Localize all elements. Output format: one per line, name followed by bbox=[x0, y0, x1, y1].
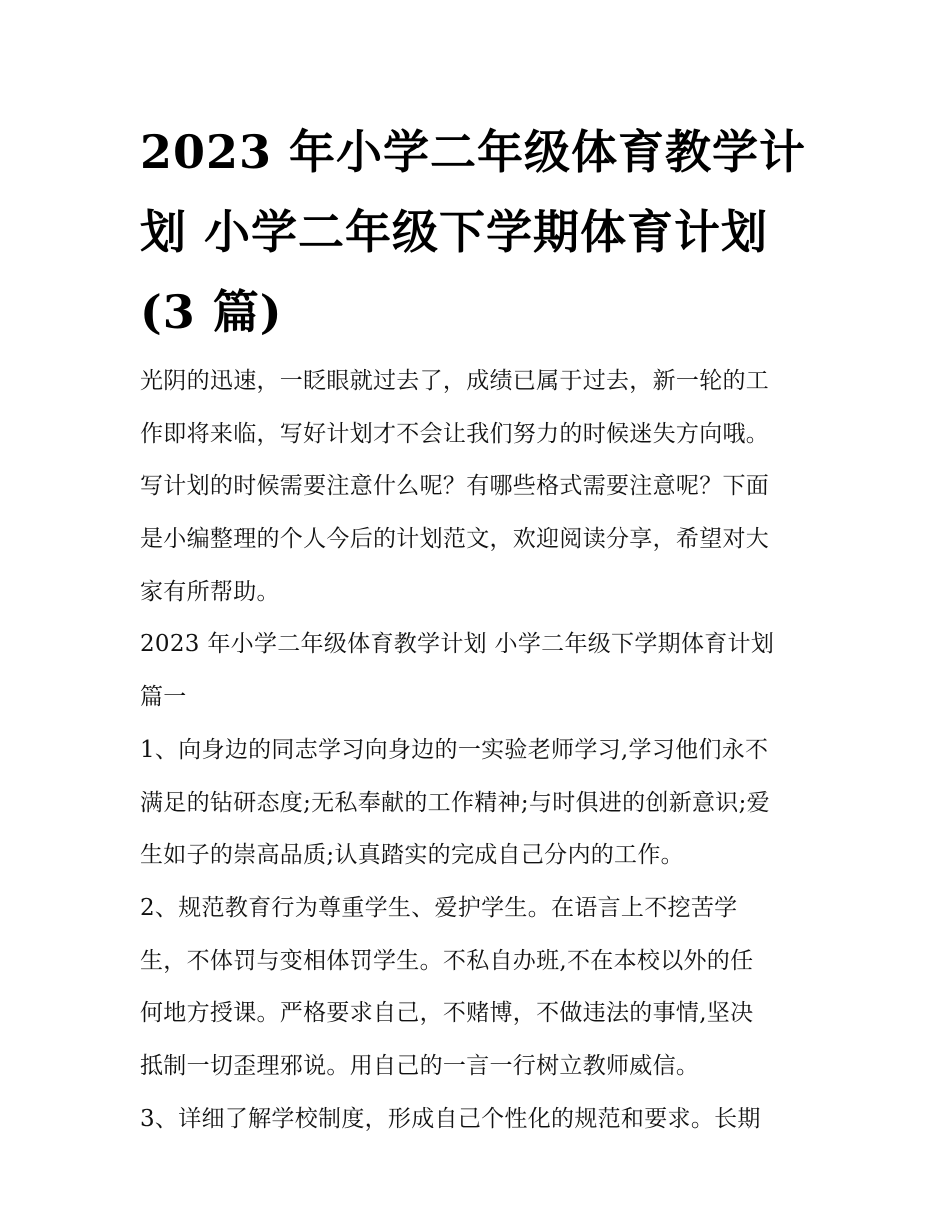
title-line: 划 小学二年级下学期体育计划 bbox=[140, 205, 769, 259]
paragraph-line: 3、详细了解学校制度，形成自己个性化的规范和要求。长期 bbox=[140, 1105, 761, 1132]
paragraph-line: 何地方授课。严格要求自己，不赌博，不做违法的事情,坚决 bbox=[140, 1000, 754, 1027]
intro-line: 作即将来临，写好计划才不会让我们努力的时候迷失方向哦。 bbox=[140, 420, 770, 447]
intro-line: 光阴的迅速，一眨眼就过去了，成绩已属于过去，新一轮的工 bbox=[140, 368, 770, 394]
title-line: 2023 年小学二年级体育教学计 bbox=[140, 125, 807, 179]
intro-line: 是小编整理的个人今后的计划范文，欢迎阅读分享，希望对大 bbox=[140, 526, 770, 553]
paragraph-line: 生如子的崇高品质;认真踏实的完成自己分内的工作。 bbox=[140, 842, 684, 869]
paragraph-line: 抵制一切歪理邪说。用自己的一言一行树立教师威信。 bbox=[140, 1052, 700, 1079]
intro-line: 家有所帮助。 bbox=[140, 578, 280, 605]
document-title bbox=[140, 112, 820, 352]
document-body bbox=[140, 355, 820, 1145]
section-heading-line: 2023 年小学二年级体育教学计划 小学二年级下学期体育计划 bbox=[140, 631, 775, 658]
section-heading-line: 篇一 bbox=[140, 684, 187, 711]
paragraph-line: 1、向身边的同志学习向身边的一实验老师学习,学习他们永不 bbox=[140, 736, 769, 763]
title-line: (3 篇) bbox=[140, 285, 283, 339]
intro-line: 写计划的时候需要注意什么呢？有哪些格式需要注意呢？下面 bbox=[140, 473, 770, 500]
paragraph-line: 2、规范教育行为尊重学生、爱护学生。在语言上不挖苦学 bbox=[140, 894, 738, 921]
paragraph-line: 满足的钻研态度;无私奉献的工作精神;与时俱进的创新意识;爱 bbox=[140, 789, 770, 816]
paragraph-line: 生，不体罚与变相体罚学生。不私自办班,不在本校以外的任 bbox=[140, 947, 754, 974]
